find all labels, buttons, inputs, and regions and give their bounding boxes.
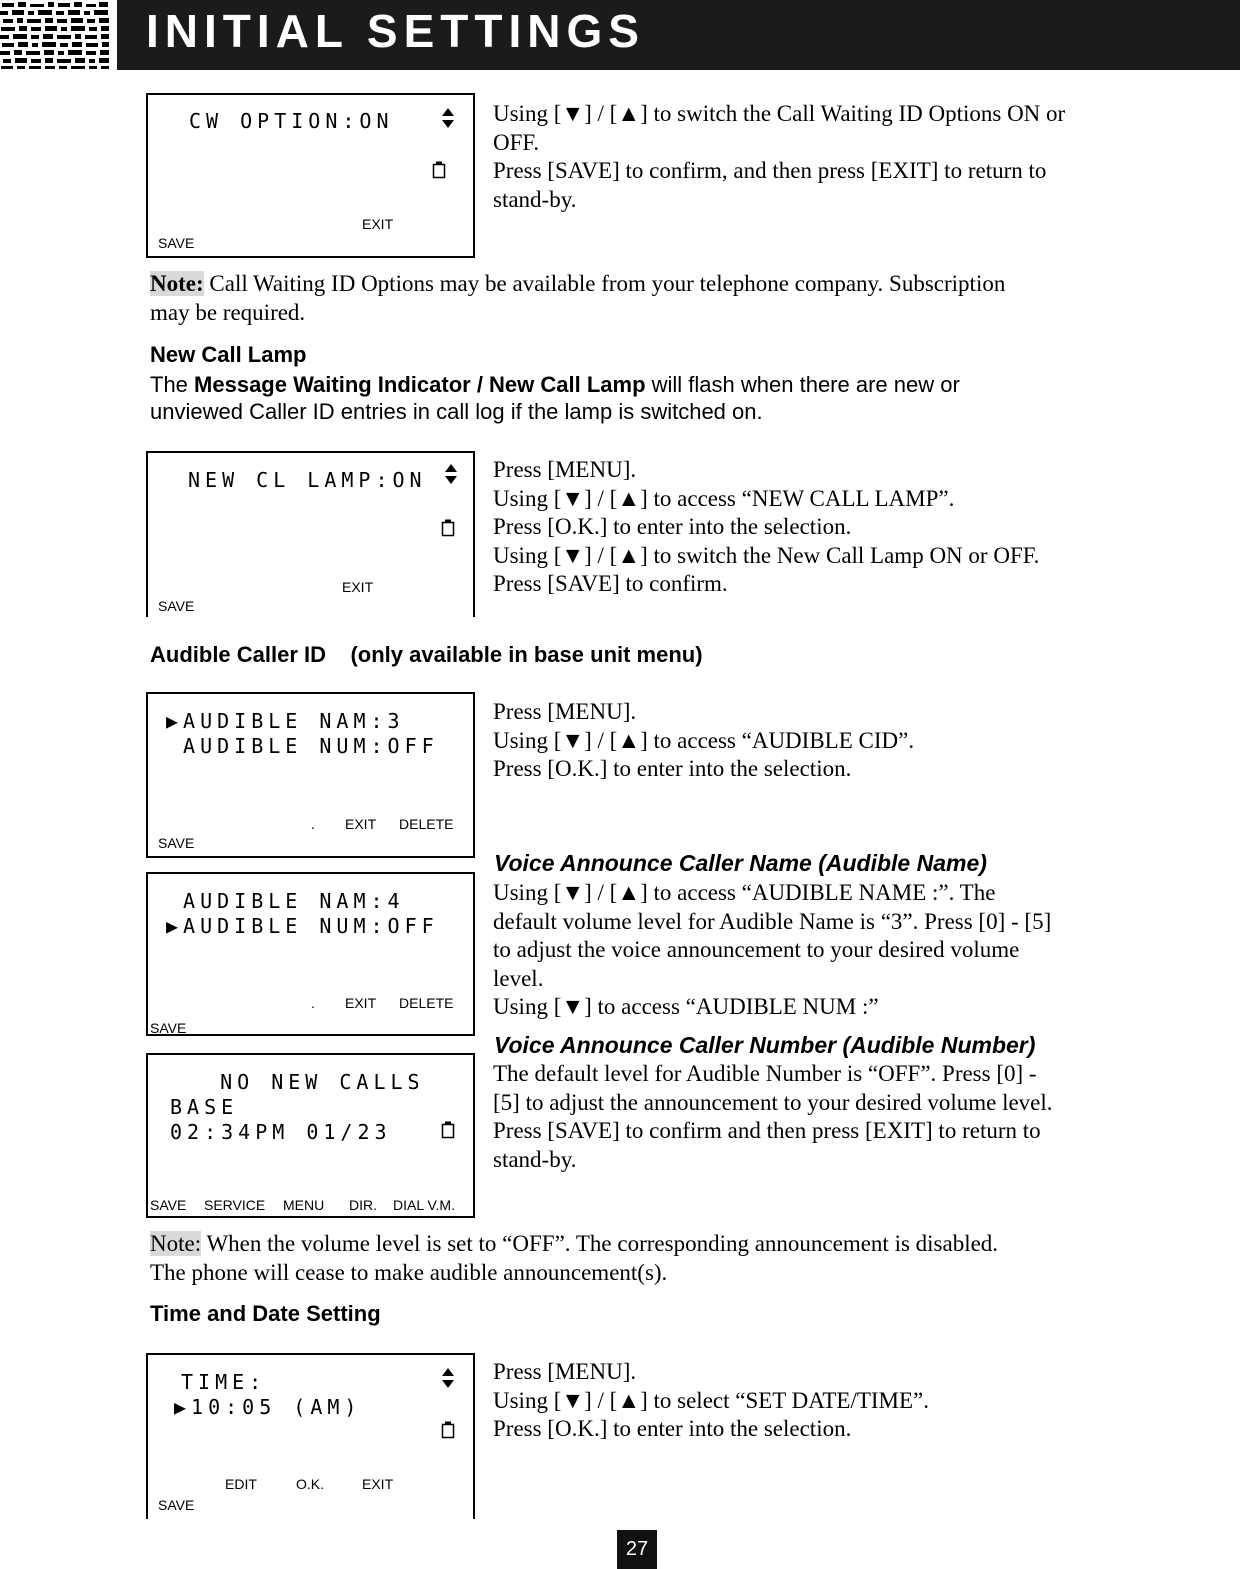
- up-down-arrow-icon: [444, 463, 458, 485]
- battery-icon: [441, 1121, 455, 1139]
- lcd-line: NO NEW CALLS: [186, 1070, 425, 1094]
- softkey-exit: EXIT: [345, 995, 377, 1011]
- softkey-ok: O.K.: [296, 1476, 325, 1492]
- audible-name-text: Using [▼] / [▲] to access “AUDIBLE NAME :”. The default volume level for Audible Name is “3”. Press [0] - [5] to adjust the voice announcement to your desired volume level. Using [▼] to access “AUDIBLE NUM :”: [493, 880, 1052, 1019]
- note-label: Note:: [150, 1231, 202, 1256]
- softkey-dot: .: [311, 816, 315, 832]
- softkey-dial-vm: DIAL V.M.: [393, 1197, 455, 1213]
- lcd-new-call-lamp: [146, 451, 475, 617]
- softkey-save: SAVE: [158, 235, 195, 251]
- lcd-line: ▶AUDIBLE NUM:OFF: [166, 914, 439, 938]
- lcd-line: CW OPTION:ON: [189, 109, 394, 133]
- softkey-exit: EXIT: [362, 1476, 394, 1492]
- header-pattern-graphic: [0, 0, 110, 70]
- softkey-save: SAVE: [158, 598, 195, 614]
- new-call-lamp-instructions: Press [MENU]. Using [▼] / [▲] to access “NEW CALL LAMP”. Press [O.K.] to enter into the selection. Using [▼] / [▲] to switch the New Call Lamp ON or OFF. Press [SAVE] to confirm.: [493, 457, 1040, 596]
- softkey-delete: DELETE: [399, 816, 454, 832]
- lcd-line: 02:34PM 01/23: [170, 1120, 392, 1144]
- lcd-cw-option: [146, 93, 475, 258]
- softkey-delete: DELETE: [399, 995, 454, 1011]
- page-number: 27: [617, 1530, 657, 1569]
- softkey-service: SERVICE: [204, 1197, 266, 1213]
- lcd-audible-name: [146, 692, 475, 858]
- lcd-audible-number: [146, 872, 475, 1036]
- page-title: INITIAL SETTINGS: [146, 5, 645, 57]
- subheading-audible-number: Voice Announce Caller Number (Audible Number): [494, 1032, 1036, 1058]
- softkey-exit: EXIT: [362, 216, 394, 232]
- softkey-save: SAVE: [150, 1197, 187, 1213]
- section-heading-time-date: Time and Date Setting: [150, 1301, 381, 1326]
- note-label: Note:: [150, 271, 204, 296]
- lcd-line: BASE: [170, 1095, 239, 1119]
- note-call-waiting: Note: Call Waiting ID Options may be available from your telephone company. Subscription may be required.: [150, 271, 1006, 325]
- audible-number-text: The default level for Audible Number is “OFF”. Press [0] - [5] to adjust the announcement to your desired volume level. Press [SAVE] to confirm and then press [EXIT] to return to stand-by.: [493, 1061, 1053, 1172]
- softkey-exit: EXIT: [342, 579, 374, 595]
- softkey-exit: EXIT: [345, 816, 377, 832]
- softkey-save: SAVE: [158, 835, 195, 851]
- lcd-line: ▶AUDIBLE NAM:3: [166, 709, 405, 733]
- lcd-line: NEW CL LAMP:ON: [188, 468, 427, 492]
- note-volume-off: Note: When the volume level is set to “OFF”. The corresponding announcement is disabled. The phone will cease to make audible announcement(s).: [150, 1231, 999, 1285]
- up-down-arrow-icon: [441, 107, 455, 129]
- lcd-line: TIME:: [181, 1370, 267, 1394]
- cw-option-instructions: Using [▼] / [▲] to switch the Call Waiting ID Options ON or OFF. Press [SAVE] to confirm, and then press [EXIT] to return to stand-by.: [493, 101, 1066, 212]
- time-date-instructions: Press [MENU]. Using [▼] / [▲] to select “SET DATE/TIME”. Press [O.K.] to enter into the selection.: [493, 1359, 930, 1441]
- battery-icon: [441, 519, 455, 537]
- softkey-save: SAVE: [158, 1497, 195, 1513]
- softkey-edit: EDIT: [225, 1476, 257, 1492]
- lcd-line: AUDIBLE NUM:OFF: [166, 734, 439, 758]
- lcd-time-date: [146, 1353, 475, 1519]
- audible-cid-instructions: Press [MENU]. Using [▼] / [▲] to access “AUDIBLE CID”. Press [O.K.] to enter into the selection.: [493, 699, 915, 781]
- softkey-dir: DIR.: [349, 1197, 377, 1213]
- section-heading-new-call-lamp: New Call Lamp: [150, 342, 307, 367]
- up-down-arrow-icon: [441, 1367, 455, 1389]
- new-call-lamp-intro: The Message Waiting Indicator / New Call Lamp will flash when there are new or unviewed Caller ID entries in call log if the lamp is switched on.: [150, 372, 960, 424]
- subheading-audible-name: Voice Announce Caller Name (Audible Name): [494, 850, 987, 876]
- softkey-dot: .: [311, 995, 315, 1011]
- softkey-menu: MENU: [283, 1197, 325, 1213]
- battery-icon: [441, 1421, 455, 1439]
- battery-icon: [432, 161, 446, 179]
- lcd-standby: [146, 1053, 475, 1218]
- section-heading-audible-caller-id: Audible Caller ID (only available in base unit menu): [150, 642, 703, 667]
- lcd-line: AUDIBLE NAM:4: [166, 889, 405, 913]
- lcd-line: ▶10:05 (AM): [174, 1395, 362, 1419]
- softkey-save: SAVE: [150, 1020, 187, 1036]
